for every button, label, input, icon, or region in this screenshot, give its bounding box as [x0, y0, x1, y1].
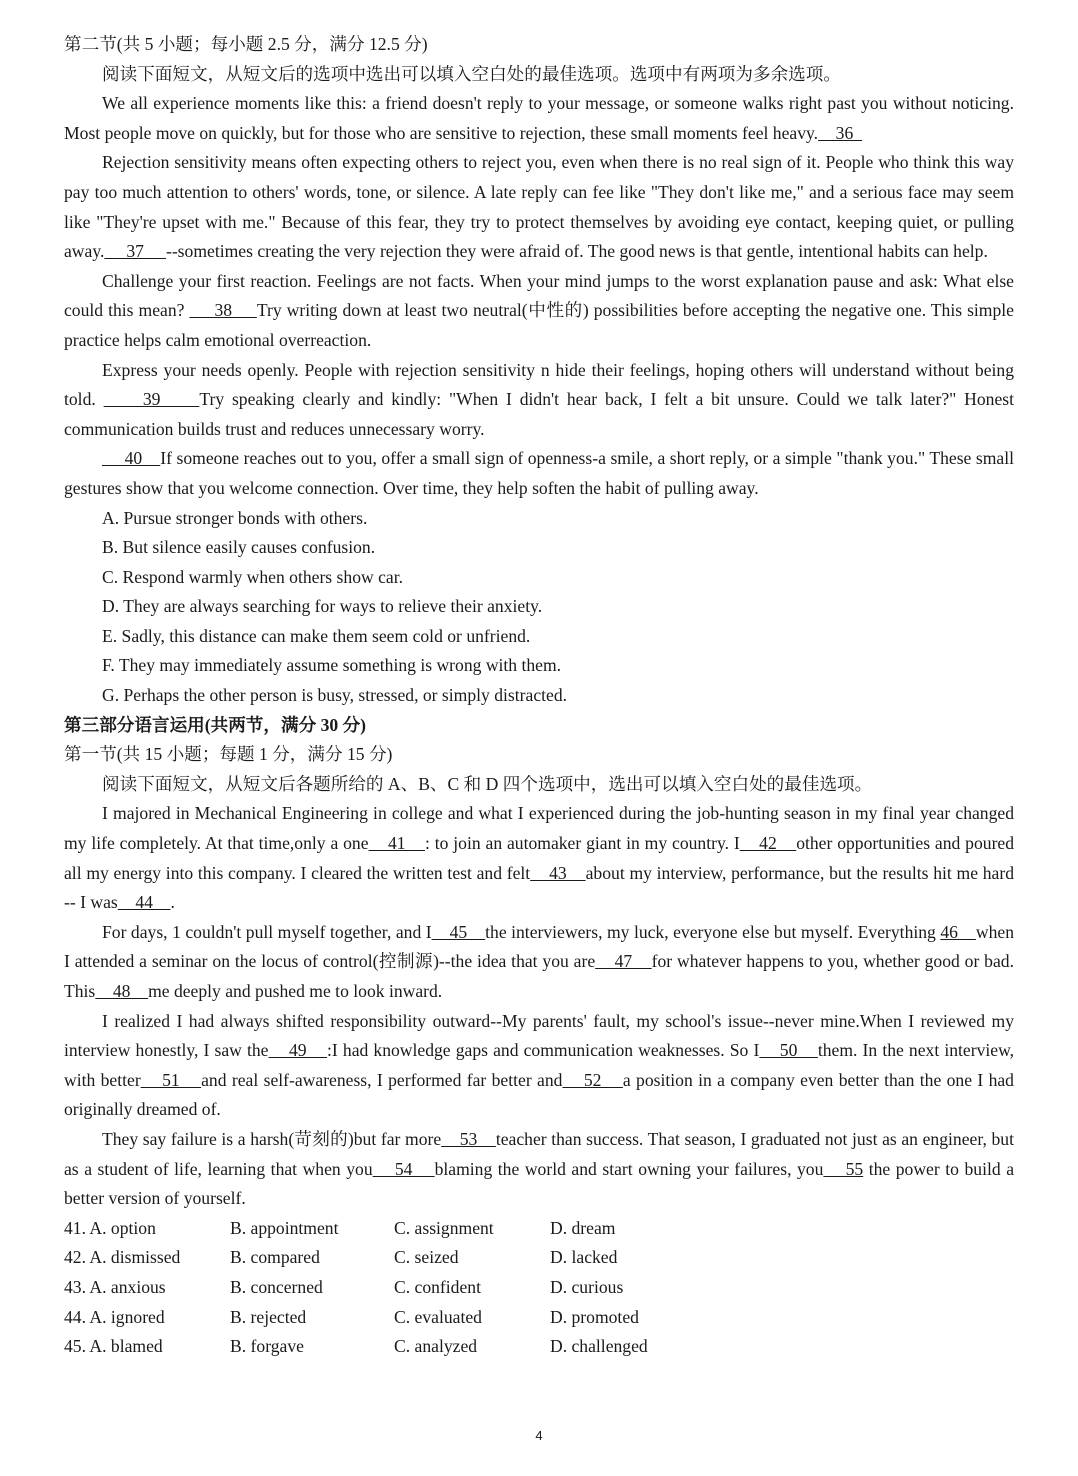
blank-39: 39 [103, 389, 200, 410]
choice-41-c: C. assignment [394, 1217, 494, 1238]
paragraph-text: me deeply and pushed me to look inward. [148, 981, 443, 1001]
passage-paragraph-1 [64, 89, 1014, 148]
blank-50: 50 [759, 1040, 818, 1061]
paragraph-text: teacher than success. That season, I graduated not just as an engineer, but as a student of life, learning that when you [64, 1128, 1014, 1179]
blank-53: 53 [441, 1128, 496, 1149]
paragraph-text: --sometimes creating the very rejection they were afraid of. The good news is that gentle, intentional habits can help. [165, 241, 988, 262]
paragraph-text: They say failure is a harsh(苛刻的)but far more [102, 1128, 442, 1149]
paragraph-text: and real self-awareness, I performed far better and [201, 1069, 563, 1090]
choice-44-a: 44. A. ignored [64, 1306, 165, 1327]
choice-42-a: 42. A. dismissed [64, 1247, 181, 1268]
choice-43-a: 43. A. anxious [64, 1276, 166, 1297]
choice-42-c: C. seized [394, 1247, 459, 1268]
paragraph-text: Rejection sensitivity means often expecting others to reject you, even when there is no real sign of it. People who think this way pay too much attention to others' words, tone, or silence. A late reply can fee like "They don't like me," and a serious face may seem like "They're upset with me." Because of this fear, they try to protect themselves by avoiding eye contact, keeping quiet, or pulling away. [64, 152, 1014, 262]
paragraph-text: Express your needs openly. People with rejection sensitivity n hide their feelings, hoping others will understand without being told. [64, 359, 1014, 410]
paragraph-text: the power to build a better version of yourself. [64, 1158, 1015, 1209]
blank-44: 44 [117, 892, 171, 913]
paragraph-text: Try speaking clearly and kindly: "When I didn't hear back, I felt a bit unsure. Could we talk later?" Honest communication builds trust and reduces unnecessary worry. [64, 389, 1015, 439]
choice-45-c: C. analyzed [394, 1336, 478, 1357]
option-e: E. Sadly, this distance can make them seem cold or unfriend. [102, 625, 531, 646]
blank-37: 37 [104, 241, 166, 262]
paragraph-text: a position in a company even better than the one I had originally dreamed of. [64, 1069, 1014, 1120]
part3-heading: 第三部分语言运用(共两节，满分 30 分) [64, 714, 367, 735]
cloze-paragraph-3 [64, 1007, 1014, 1125]
choice-45-a: 45. A. blamed [64, 1336, 163, 1357]
blank-48: 48 [95, 981, 149, 1001]
paragraph-text: I realized I had always shifted responsibility outward--My parents' fault, my school's issue--never mine.When I reviewed my interview honestly, I saw the [64, 1010, 1014, 1061]
part3-section1-heading: 第一节(共 15 小题；每题 1 分，满分 15 分) [64, 744, 393, 765]
cloze-paragraph-2 [64, 918, 1014, 1007]
choice-44-b: B. rejected [230, 1306, 307, 1327]
choice-41-b: B. appointment [230, 1217, 339, 1238]
option-a: A. Pursue stronger bonds with others. [102, 507, 368, 528]
blank-38: 38 [189, 300, 257, 321]
option-c: C. Respond warmly when others show car. [102, 566, 404, 587]
choice-45-d: D. challenged [550, 1336, 648, 1357]
choice-45-b: B. forgave [230, 1336, 304, 1357]
choice-row-43 [64, 1273, 1014, 1303]
blank-41: 41 [368, 833, 425, 854]
page-content [64, 30, 1014, 1362]
section2-instruction: 阅读下面短文，从短文后的选项中选出可以填入空白处的最佳选项。选项中有两项为多余选项。 [102, 63, 841, 84]
blank-43: 43 [530, 862, 586, 883]
paragraph-text: when I attended a seminar on the locus of control(控制源)--the idea that you are [64, 921, 1015, 972]
paragraph-text: Challenge your first reaction. Feelings are not facts. When your mind jumps to the worst explanation pause and ask: What else could this mean? [64, 270, 1014, 321]
blank-47: 47 [595, 951, 652, 972]
blank-49: 49 [268, 1040, 328, 1061]
option-d: D. They are always searching for ways to relieve their anxiety. [102, 596, 543, 617]
choice-44-d: D. promoted [550, 1306, 639, 1327]
passage-paragraph-2 [64, 148, 1014, 266]
choice-43-c: C. confident [394, 1276, 481, 1297]
cloze-paragraph-1 [64, 799, 1014, 917]
choice-row-44 [64, 1303, 1014, 1333]
paragraph-text: If someone reaches out to you, offer a small sign of openness-a smile, a short reply, or a simple "thank you." These small gestures show that you welcome connection. Over time, they help soften the habit of pulling away. [64, 448, 1014, 498]
passage-paragraph-5 [64, 444, 1014, 503]
choice-42-d: D. lacked [550, 1247, 618, 1268]
blank-40: 40 [102, 448, 161, 469]
paragraph-text: them. In the next interview, with better [64, 1040, 1015, 1090]
paragraph-text: the interviewers, my luck, everyone else but myself. Everything [485, 921, 941, 942]
choice-44-c: C. evaluated [394, 1306, 482, 1327]
cloze-paragraph-4 [64, 1125, 1014, 1214]
choice-row-41 [64, 1214, 1014, 1244]
choice-42-b: B. compared [230, 1247, 320, 1268]
section2-heading: 第二节(共 5 小题；每小题 2.5 分，满分 12.5 分) [64, 34, 428, 54]
choices-table [64, 1214, 1014, 1362]
paragraph-text: : to join an automaker giant in my country. I [425, 833, 740, 854]
paragraph-text: I majored in Mechanical Engineering in college and what I experienced during the job-hunting season in my final year changed my life completely. At that time,only a one [64, 803, 1014, 854]
blank-46: 46 [940, 921, 976, 942]
paragraph-text: for whatever happens to you, whether good or bad. This [64, 951, 1014, 1001]
blank-54: 54 [372, 1158, 435, 1179]
paragraph-text: For days, 1 couldn't pull myself together, and I [102, 921, 432, 942]
blank-52: 52 [562, 1069, 623, 1090]
choice-41-d: D. dream [550, 1217, 616, 1238]
option-f: F. They may immediately assume something is wrong with them. [102, 655, 562, 676]
blank-45: 45 [431, 921, 486, 942]
option-g: G. Perhaps the other person is busy, stressed, or simply distracted. [102, 685, 568, 706]
paragraph-text: :I had knowledge gaps and communication weaknesses. So I [327, 1040, 760, 1061]
passage-paragraph-3 [64, 267, 1014, 356]
choice-43-b: B. concerned [230, 1276, 323, 1297]
blank-51: 51 [140, 1069, 202, 1090]
paragraph-text: blaming the world and start owning your failures, you [434, 1158, 824, 1179]
choice-row-45 [64, 1332, 1014, 1362]
paragraph-text: . [170, 892, 175, 913]
choice-row-42 [64, 1243, 1014, 1273]
part3-instruction: 阅读下面短文，从短文后各题所给的 A、B、C 和 D 四个选项中，选出可以填入空白处的最佳选项。 [102, 773, 873, 794]
option-b: B. But silence easily causes confusion. [102, 537, 376, 558]
passage-paragraph-4 [64, 356, 1014, 445]
choice-43-d: D. curious [550, 1276, 624, 1297]
choice-41-a: 41. A. option [64, 1217, 156, 1238]
blank-36: 36 [818, 122, 863, 143]
paragraph-text: Try writing down at least two neutral(中性的) possibilities before accepting the negative one. This simple practice helps calm emotional overreaction. [64, 300, 1014, 350]
paragraph-text: We all experience moments like this: a friend doesn't reply to your message, or someone walks right past you without noticing. Most people move on quickly, but for those who are sensitive to rejection, these small moments feel heavy. [64, 93, 1014, 143]
blank-42: 42 [739, 833, 797, 854]
blank-55: 55 [823, 1158, 864, 1179]
paragraph-text: about my interview, performance, but the results hit me hard -- I was [64, 862, 1014, 913]
paragraph-text: other opportunities and poured all my energy into this company. I cleared the written test and felt [64, 833, 1015, 883]
page-number: 4 [535, 1428, 543, 1443]
